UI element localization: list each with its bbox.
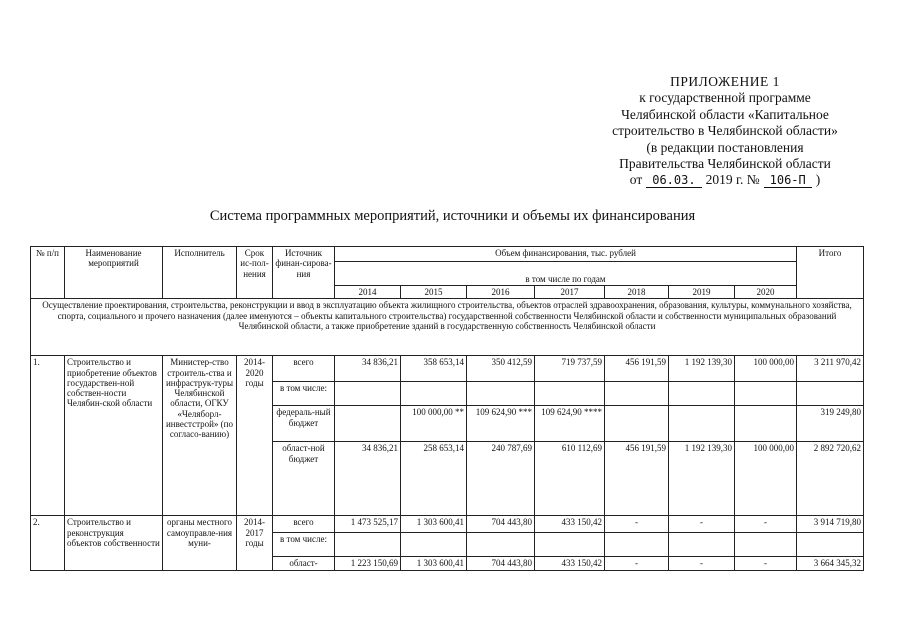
table-row (31, 356, 864, 516)
cell-2016 (467, 382, 535, 406)
cell-2015: 1 303 600,41 (401, 557, 467, 571)
cell-2016: 704 443,80 (467, 557, 535, 571)
cell-2017: 719 737,59 (535, 356, 605, 382)
row-term: 2014-2020 годы (237, 356, 273, 516)
sig-prefix: от (629, 172, 643, 188)
cell-2014 (335, 533, 401, 557)
cell-2014 (335, 382, 401, 406)
cell-2020: - (735, 516, 797, 533)
cell-2017: 433 150,42 (535, 516, 605, 533)
cell-2015: 100 000,00 ** (401, 406, 467, 442)
cell-2015: 1 303 600,41 (401, 516, 467, 533)
header-by-years: в том числе по годам (335, 262, 797, 286)
row-source: област-ной бюджет (273, 442, 335, 516)
cell-2014: 34 836,21 (335, 356, 401, 382)
cell-2020 (735, 533, 797, 557)
section-description: Осуществление проектирования, строительства, реконструкции и ввод в эксплуатацию объекта жилищного строительства, объектов отраслей здравоохранения, образования, культуры, коммунального хозяйства, спорта, социального и прочего назначения (далее именуются – объекты капитального строительства) государственной собственности Челябинской области и собственности муниципальных образований Челябинской области, а также приобретение зданий в государственную собственность Челябинской области (31, 299, 864, 356)
cell-2015 (401, 533, 467, 557)
cell-2018: - (605, 557, 669, 571)
cell-2016: 109 624,90 *** (467, 406, 535, 442)
cell-2018: 456 191,59 (605, 442, 669, 516)
cell-2014 (335, 406, 401, 442)
header-name: Наименование мероприятий (65, 247, 163, 299)
resolution-reference (560, 172, 890, 188)
header-year: 2020 (735, 286, 797, 299)
header-num: № п/п (31, 247, 65, 299)
row-name: Строительство и приобретение объектов государствен-ной собствен-ности Челябин-ской области (65, 356, 163, 516)
appendix-block (560, 74, 890, 189)
header-volume: Объем финансирования, тыс. рублей (335, 247, 797, 262)
cell-2020: - (735, 557, 797, 571)
header-source: Источник финан-сирова-ния (273, 247, 335, 299)
header-year: 2015 (401, 286, 467, 299)
row-source: в том числе: (273, 382, 335, 406)
cell-total (797, 382, 864, 406)
cell-2020 (735, 382, 797, 406)
cell-2015: 358 653,14 (401, 356, 467, 382)
table-header (31, 247, 864, 299)
row-source: всего (273, 516, 335, 533)
cell-2019 (669, 382, 735, 406)
cell-2020 (735, 406, 797, 442)
cell-2014: 1 223 150,69 (335, 557, 401, 571)
cell-2018 (605, 406, 669, 442)
row-name: Строительство и реконструкция объектов собственности (65, 516, 163, 571)
cell-2014: 1 473 525,17 (335, 516, 401, 533)
row-source: в том числе: (273, 533, 335, 557)
sig-suffix: ) (815, 172, 821, 188)
appendix-title: ПРИЛОЖЕНИЕ 1 (670, 74, 780, 89)
cell-2019: 1 192 139,30 (669, 442, 735, 516)
resolution-date: 06.03. (646, 173, 701, 188)
cell-2017 (535, 382, 605, 406)
row-num: 1. (31, 356, 65, 516)
cell-2018: - (605, 516, 669, 533)
header-year: 2014 (335, 286, 401, 299)
cell-2016: 240 787,69 (467, 442, 535, 516)
cell-2016 (467, 533, 535, 557)
row-source: федераль-ный бюджет (273, 406, 335, 442)
appendix-line: Челябинской области «Капитальное (621, 106, 829, 122)
cell-2017: 109 624,90 **** (535, 406, 605, 442)
appendix-line: строительство в Челябинской области» (612, 123, 838, 139)
cell-total: 319 249,80 (797, 406, 864, 442)
cell-2015 (401, 382, 467, 406)
resolution-number: 106-П (764, 173, 812, 188)
row-executor: органы местного самоуправле-ния муни- (163, 516, 237, 571)
row-source: област- (273, 557, 335, 571)
cell-total: 3 664 345,32 (797, 557, 864, 571)
cell-2019: - (669, 516, 735, 533)
cell-2014: 34 836,21 (335, 442, 401, 516)
row-num: 2. (31, 516, 65, 571)
header-year: 2018 (605, 286, 669, 299)
cell-2018 (605, 382, 669, 406)
document-title: Система программных мероприятий, источники и объемы их финансирования (209, 208, 696, 224)
cell-2016: 350 412,59 (467, 356, 535, 382)
cell-2019 (669, 406, 735, 442)
cell-2020: 100 000,00 (735, 356, 797, 382)
header-year: 2019 (669, 286, 735, 299)
header-total: Итого (797, 247, 864, 299)
cell-2017: 433 150,42 (535, 557, 605, 571)
cell-2019: - (669, 557, 735, 571)
cell-2016: 704 443,80 (467, 516, 535, 533)
financing-table (30, 246, 864, 571)
cell-2019: 1 192 139,30 (669, 356, 735, 382)
appendix-line: Правительства Челябинской области (619, 156, 831, 172)
cell-2019 (669, 533, 735, 557)
header-year: 2017 (535, 286, 605, 299)
table-row (31, 516, 864, 571)
header-term: Срок ис-пол-нения (237, 247, 273, 299)
cell-2020: 100 000,00 (735, 442, 797, 516)
cell-total (797, 533, 864, 557)
cell-total: 2 892 720,62 (797, 442, 864, 516)
row-source: всего (273, 356, 335, 382)
cell-2018 (605, 533, 669, 557)
sig-year: 2019 г. № (705, 172, 760, 188)
cell-total: 3 914 719,80 (797, 516, 864, 533)
cell-2017: 610 112,69 (535, 442, 605, 516)
cell-2015: 258 653,14 (401, 442, 467, 516)
cell-2017 (535, 533, 605, 557)
appendix-line: к государственной программе (639, 90, 811, 106)
appendix-line: (в редакции постановления (646, 139, 804, 155)
header-executor: Исполнитель (163, 247, 237, 299)
row-term: 2014-2017 годы (237, 516, 273, 571)
cell-total: 3 211 970,42 (797, 356, 864, 382)
cell-2018: 456 191,59 (605, 356, 669, 382)
row-executor: Министер-ство строитель-ства и инфраструк-туры Челябинской области, ОГКУ «Челяборл-инвестстрой» (по согласо-ванию) (163, 356, 237, 516)
header-year: 2016 (467, 286, 535, 299)
